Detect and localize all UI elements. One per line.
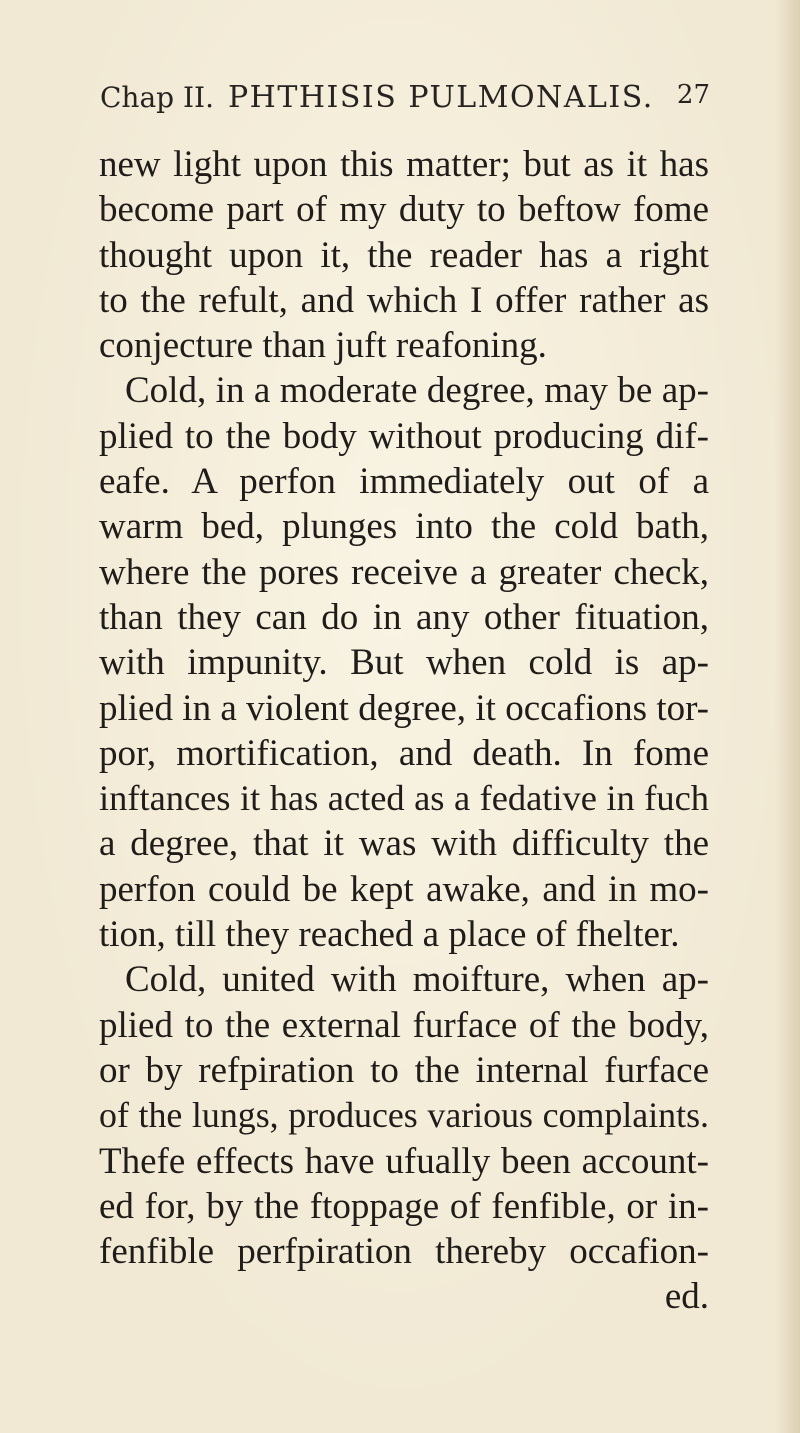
- text-line: conjecture than juft reafoning.: [99, 325, 547, 367]
- text-line: plied to the external furface of the body,: [99, 1004, 709, 1046]
- paragraph-start-line: Cold, united with moifture, when ap-: [125, 959, 709, 1001]
- text-line: than they can do in any other fituation,: [99, 596, 709, 638]
- text-line: warm bed, plunges into the cold bath,: [99, 506, 709, 548]
- text-line: tion, till they reached a place of fhelter.: [99, 914, 680, 956]
- running-title: PHTHISIS PULMONALIS.: [228, 80, 654, 115]
- body-text: [99, 142, 709, 1320]
- text-line: new light upon this matter; but as it has: [99, 144, 709, 185]
- text-line: inftances it has acted as a fedative in fuch: [99, 778, 709, 819]
- paragraph-start-line: Cold, in a moderate degree, may be ap-: [125, 370, 709, 412]
- text-line: perfon could be kept awake, and in mo-: [99, 868, 709, 910]
- text-line: plied to the body without producing dif-: [99, 415, 709, 457]
- text-line: with impunity. But when cold is ap-: [99, 642, 709, 684]
- text-line: por, mortification, and death. In fome: [99, 732, 709, 774]
- page-edge-shadow: [775, 0, 800, 1433]
- text-line: become part of my duty to beftow fome: [99, 189, 709, 231]
- text-line: fenfible perfpiration thereby occafion-: [99, 1231, 709, 1273]
- text-line: ed.: [664, 1276, 709, 1318]
- text-line: eafe. A perfon immediately out of a: [99, 461, 709, 503]
- text-line: to the refult, and which I offer rather as: [99, 279, 709, 321]
- text-line: a degree, that it was with difficulty the: [99, 823, 709, 865]
- text-line: of the lungs, produces various complaints.: [99, 1095, 709, 1136]
- text-line: ed for, by the ftoppage of fenfible, or in-: [99, 1185, 709, 1227]
- chapter-label: Chap II.: [100, 81, 214, 114]
- text-line: plied in a violent degree, it occafions tor-: [99, 687, 709, 729]
- text-line: Thefe effects have ufually been account-: [99, 1140, 709, 1182]
- text-line: or by refpiration to the internal furface: [99, 1049, 709, 1091]
- text-line: where the pores receive a greater check,: [99, 551, 709, 593]
- running-head: [100, 80, 720, 115]
- page-number: 27: [676, 80, 710, 110]
- text-line: thought upon it, the reader has a right: [99, 234, 709, 276]
